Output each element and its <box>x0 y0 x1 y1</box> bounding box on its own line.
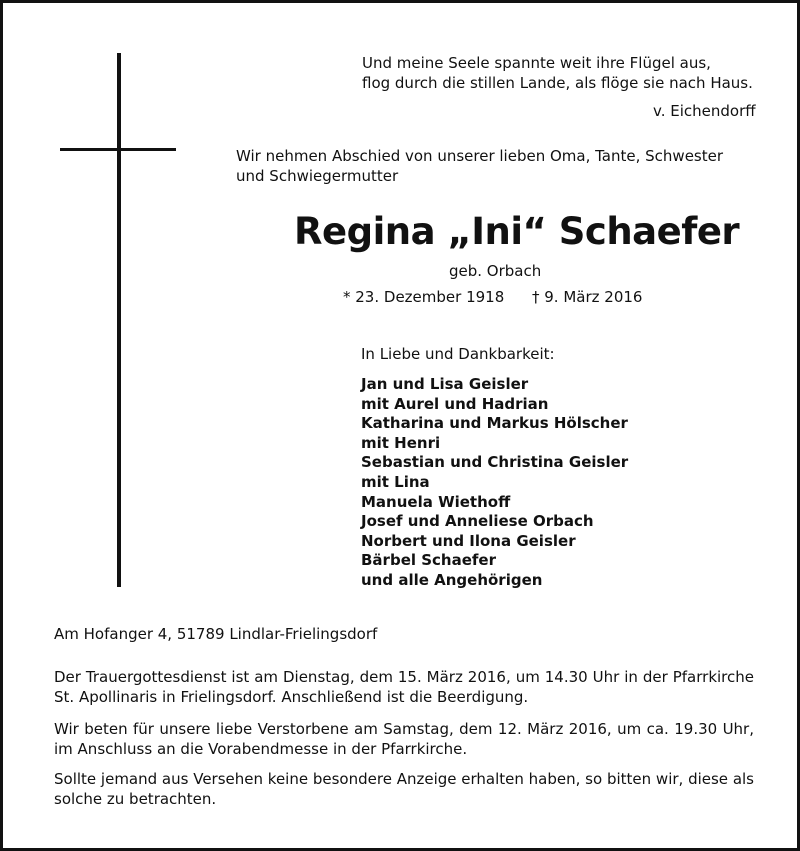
poem-line: Und meine Seele spannte weit ihre Flügel aus, <box>362 54 711 72</box>
list-item: mit Lina <box>361 472 430 491</box>
cross-horizontal-beam <box>60 148 176 151</box>
poem-author: v. Eichendorff <box>653 102 756 120</box>
intro-text: Wir nehmen Abschied von unserer lieben Oma, Tante, Schwester und Schwiegermutter <box>236 147 724 185</box>
list-item: Sebastian und Christina Geisler <box>361 453 629 472</box>
mourners-heading: In Liebe und Dankbarkeit: <box>361 345 555 363</box>
death-date: † 9. März 2016 <box>532 288 643 306</box>
funeral-service-paragraph: Der Trauergottesdienst ist am Dienstag, dem 15. März 2016, um 14.30 Uhr in der Pfarrkirche St. Apollinaris in Frielingsdorf. Anschließend ist die Beerdigung. <box>54 668 754 706</box>
prayer-paragraph: Wir beten für unsere liebe Verstorbene am Samstag, dem 12. März 2016, um ca. 19.30 Uhr, im Anschluss an die Vorabendmesse in der Pfarrkirche. <box>54 720 754 758</box>
list-item: mit Aurel und Hadrian <box>361 394 549 413</box>
list-item: und alle Angehörigen <box>361 570 543 589</box>
list-item: Katharina und Markus Hölscher <box>361 414 628 433</box>
list-item: mit Henri <box>361 433 441 452</box>
family-address: Am Hofanger 4, 51789 Lindlar-Frielingsdorf <box>54 625 378 643</box>
cross-vertical-beam <box>117 53 121 587</box>
list-item: Jan und Lisa Geisler <box>361 375 529 393</box>
poem-line: flog durch die stillen Lande, als flöge sie nach Haus. <box>362 74 753 92</box>
birth-date: * 23. Dezember 1918 <box>343 288 505 306</box>
mourners-list <box>361 375 628 591</box>
list-item: Norbert und Ilona Geisler <box>361 531 576 550</box>
poem <box>362 53 753 93</box>
notice-paragraph: Sollte jemand aus Versehen keine besondere Anzeige erhalten haben, so bitten wir, diese als solche zu betrachten. <box>54 770 754 808</box>
list-item: Josef und Anneliese Orbach <box>361 512 594 531</box>
birth-name: geb. Orbach <box>449 262 542 280</box>
list-item: Bärbel Schaefer <box>361 551 496 570</box>
list-item: Manuela Wiethoff <box>361 492 511 511</box>
deceased-name: Regina „Ini“ Schaefer <box>294 210 740 253</box>
